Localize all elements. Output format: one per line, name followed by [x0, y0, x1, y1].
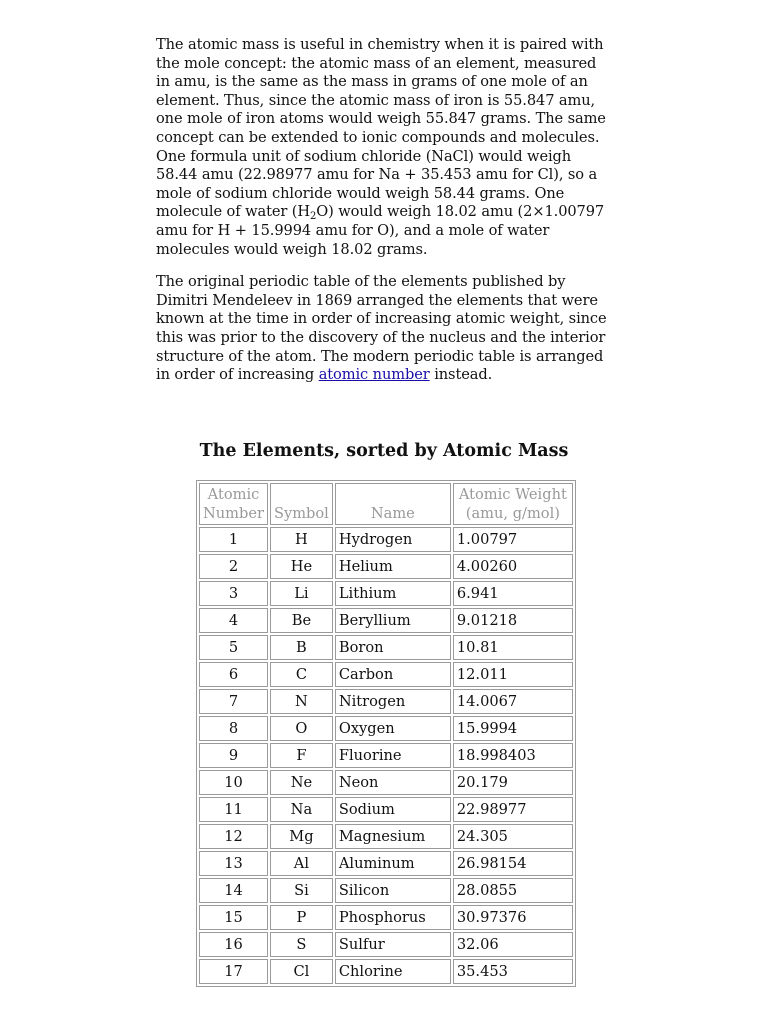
table-title: The Elements, sorted by Atomic Mass: [199, 441, 569, 461]
cell-symbol: Ne: [270, 770, 333, 795]
cell-atomic-weight: 20.179: [453, 770, 573, 795]
cell-atomic-weight: 26.98154: [453, 851, 573, 876]
table-row: [199, 797, 573, 822]
cell-name: Oxygen: [335, 716, 451, 741]
cell-atomic-weight: 24.305: [453, 824, 573, 849]
cell-symbol: Si: [270, 878, 333, 903]
table-row: [199, 689, 573, 714]
article-body: [156, 36, 612, 399]
table-row: [199, 959, 573, 984]
cell-name: Sodium: [335, 797, 451, 822]
cell-atomic-weight: 30.97376: [453, 905, 573, 930]
table-row: [199, 662, 573, 687]
table-row: [199, 554, 573, 579]
cell-atomic-weight: 9.01218: [453, 608, 573, 633]
paragraph-text: instead.: [429, 366, 493, 384]
cell-symbol: Be: [270, 608, 333, 633]
elements-table: [196, 480, 576, 987]
cell-name: Silicon: [335, 878, 451, 903]
cell-symbol: F: [270, 743, 333, 768]
header-symbol: Symbol: [270, 483, 333, 525]
cell-atomic-weight: 12.011: [453, 662, 573, 687]
table-row: [199, 851, 573, 876]
table-row: [199, 608, 573, 633]
cell-name: Phosphorus: [335, 905, 451, 930]
cell-atomic-number: 7: [199, 689, 268, 714]
cell-atomic-number: 10: [199, 770, 268, 795]
cell-atomic-weight: 32.06: [453, 932, 573, 957]
cell-atomic-number: 8: [199, 716, 268, 741]
cell-symbol: Na: [270, 797, 333, 822]
cell-symbol: Li: [270, 581, 333, 606]
paragraph-text: The original periodic table of the elements published by Dimitri Mendeleev in 1869 arranged the elements that were known at the time in order of increasing atomic weight, since this was prior to the discovery of the nucleus and the interior structure of the atom. The modern periodic table is arranged in order of increasing: [156, 273, 607, 384]
cell-name: Lithium: [335, 581, 451, 606]
subscript: 2: [310, 211, 317, 223]
cell-atomic-weight: 22.98977: [453, 797, 573, 822]
cell-name: Aluminum: [335, 851, 451, 876]
cell-name: Carbon: [335, 662, 451, 687]
cell-atomic-number: 6: [199, 662, 268, 687]
cell-name: Chlorine: [335, 959, 451, 984]
cell-atomic-number: 5: [199, 635, 268, 660]
cell-atomic-number: 3: [199, 581, 268, 606]
table-row: [199, 878, 573, 903]
cell-name: Fluorine: [335, 743, 451, 768]
cell-atomic-weight: 6.941: [453, 581, 573, 606]
cell-symbol: He: [270, 554, 333, 579]
cell-atomic-number: 14: [199, 878, 268, 903]
cell-atomic-weight: 28.0855: [453, 878, 573, 903]
cell-symbol: S: [270, 932, 333, 957]
cell-atomic-number: 17: [199, 959, 268, 984]
cell-atomic-weight: 14.0067: [453, 689, 573, 714]
paragraph-mole-concept: [156, 36, 612, 259]
table-row: [199, 824, 573, 849]
table-row: [199, 932, 573, 957]
cell-atomic-number: 9: [199, 743, 268, 768]
cell-atomic-weight: 15.9994: [453, 716, 573, 741]
cell-symbol: B: [270, 635, 333, 660]
table-row: [199, 716, 573, 741]
cell-symbol: H: [270, 527, 333, 552]
cell-symbol: Al: [270, 851, 333, 876]
cell-atomic-weight: 1.00797: [453, 527, 573, 552]
cell-atomic-number: 11: [199, 797, 268, 822]
cell-symbol: Cl: [270, 959, 333, 984]
paragraph-text: The atomic mass is useful in chemistry when it is paired with the mole concept: the atomic mass of an element, measured in amu, is the same as the mass in grams of one mole of an element. Thus, since the atomic mass of iron is 55.847 amu, one mole of iron atoms would weigh 55.847 grams. The same concept can be extended to ionic compounds and molecules. One formula unit of sodium chloride (NaCl) would weigh 58.44 amu (22.98977 amu for Na + 35.453 amu for Cl), so a mole of sodium chloride would weigh 58.44 grams. One molecule of water (H: [156, 36, 606, 221]
cell-symbol: P: [270, 905, 333, 930]
cell-symbol: C: [270, 662, 333, 687]
cell-symbol: Mg: [270, 824, 333, 849]
cell-name: Hydrogen: [335, 527, 451, 552]
table-row: [199, 527, 573, 552]
paragraph-periodic-table: [156, 273, 612, 385]
cell-atomic-number: 1: [199, 527, 268, 552]
cell-name: Neon: [335, 770, 451, 795]
table-row: [199, 743, 573, 768]
cell-name: Helium: [335, 554, 451, 579]
table-row: [199, 581, 573, 606]
header-atomic-number: Atomic Number: [199, 483, 268, 525]
table-header-row: [199, 483, 573, 525]
cell-atomic-weight: 10.81: [453, 635, 573, 660]
table-row: [199, 905, 573, 930]
cell-atomic-number: 13: [199, 851, 268, 876]
header-atomic-weight: Atomic Weight (amu, g/mol): [453, 483, 573, 525]
cell-name: Beryllium: [335, 608, 451, 633]
cell-symbol: N: [270, 689, 333, 714]
cell-name: Sulfur: [335, 932, 451, 957]
cell-atomic-number: 12: [199, 824, 268, 849]
table-row: [199, 770, 573, 795]
cell-atomic-weight: 18.998403: [453, 743, 573, 768]
cell-atomic-weight: 35.453: [453, 959, 573, 984]
cell-atomic-number: 4: [199, 608, 268, 633]
cell-name: Boron: [335, 635, 451, 660]
cell-atomic-number: 16: [199, 932, 268, 957]
cell-symbol: O: [270, 716, 333, 741]
cell-name: Magnesium: [335, 824, 451, 849]
table-row: [199, 635, 573, 660]
header-name: Name: [335, 483, 451, 525]
atomic-number-link[interactable]: atomic number: [318, 366, 430, 384]
cell-atomic-number: 2: [199, 554, 268, 579]
cell-name: Nitrogen: [335, 689, 451, 714]
cell-atomic-number: 15: [199, 905, 268, 930]
paragraph-text: O) would weigh 18.02 amu (2×1.00797 amu for H + 15.9994 amu for O), and a mole of water molecules would weigh 18.02 grams.: [156, 203, 605, 258]
cell-atomic-weight: 4.00260: [453, 554, 573, 579]
